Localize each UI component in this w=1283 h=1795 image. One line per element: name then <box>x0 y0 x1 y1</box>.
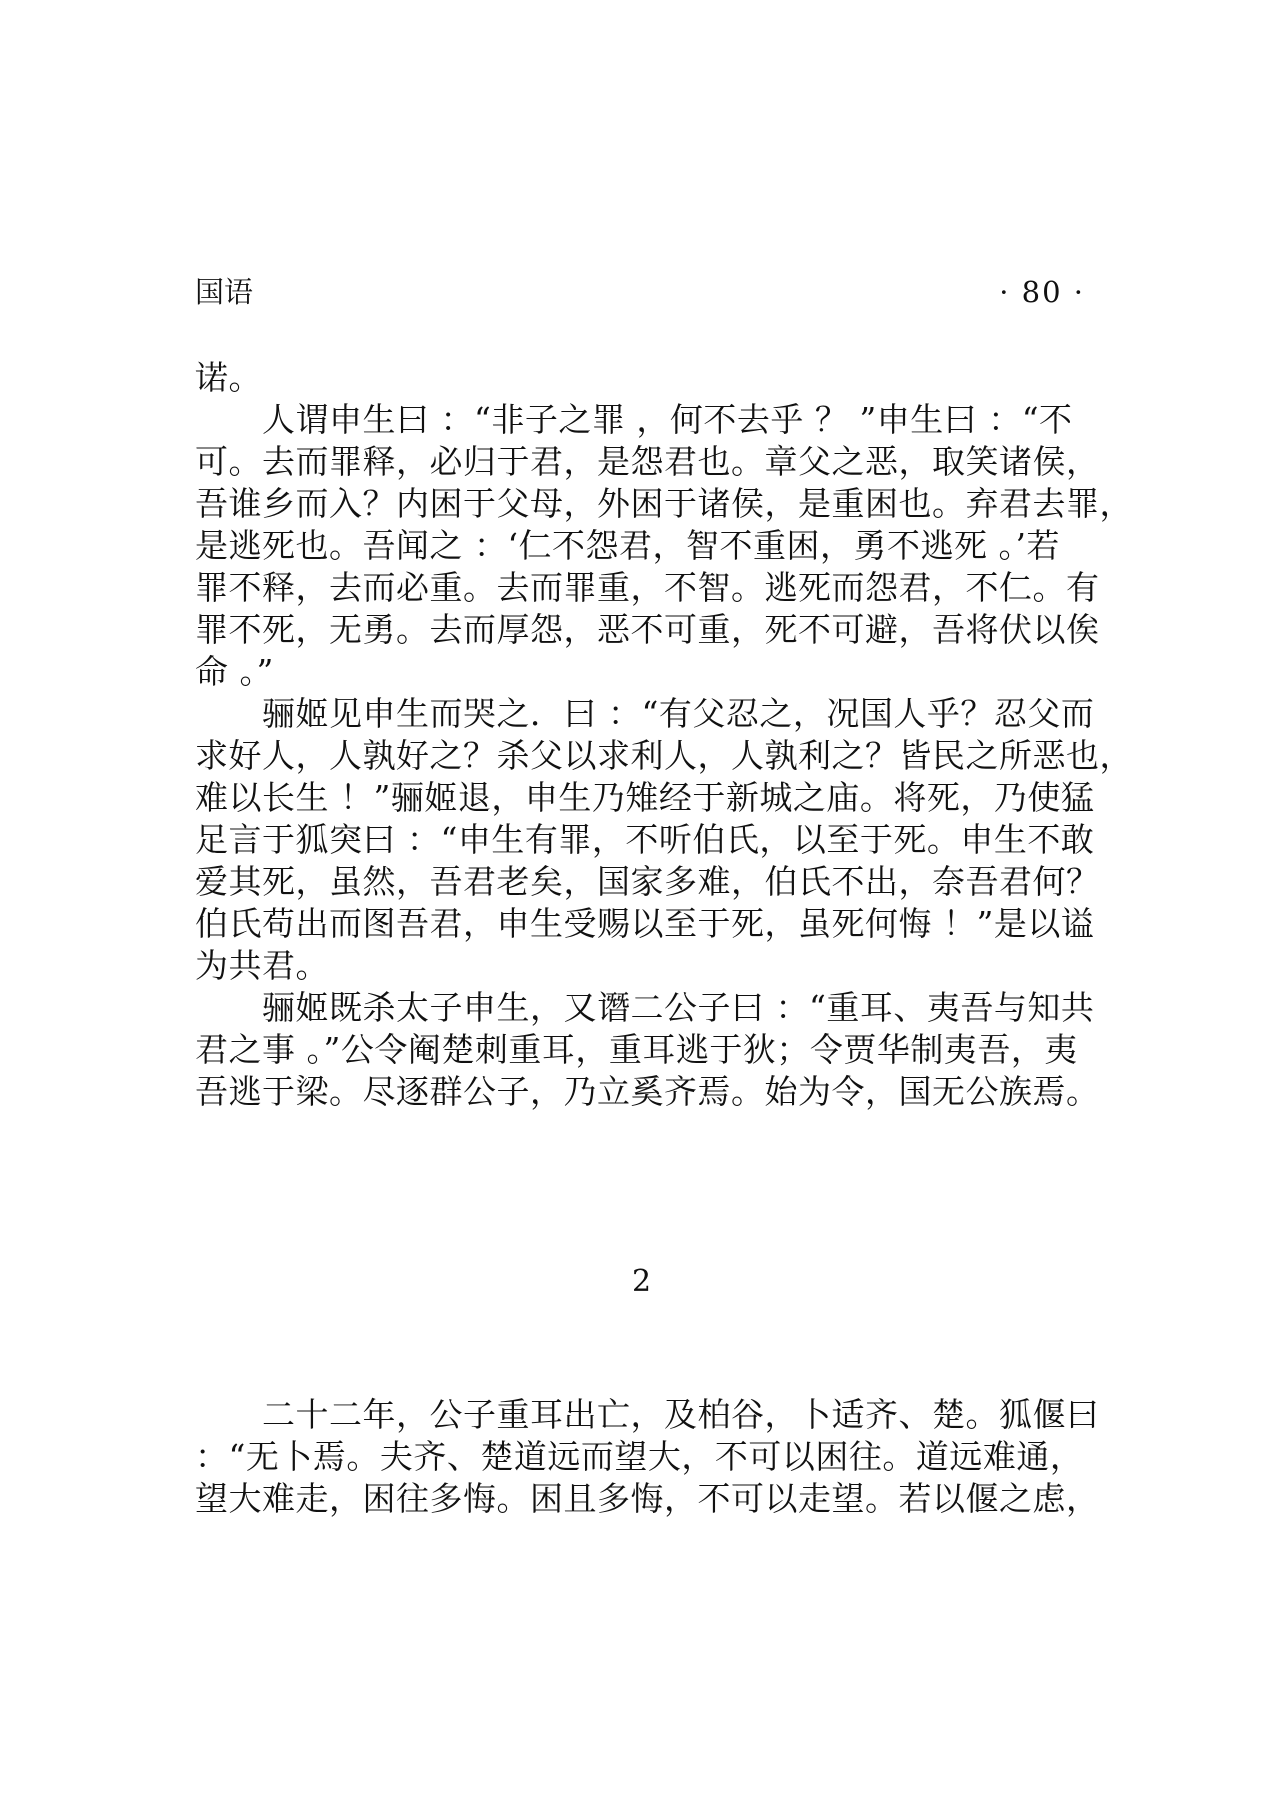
text-line: 诺。 <box>195 358 262 397</box>
text-line: 命 。” <box>195 652 274 691</box>
text-line: 骊姬见申生而哭之．曰 ：“有父忍之，况国人乎？忍父而 <box>195 694 1095 733</box>
text-line: 是逃死也。吾闻之 ：‘仁不怨君，智不重困，勇不逃死 。’若 <box>195 526 1060 565</box>
text-line: 为共君。 <box>195 946 329 985</box>
text-line: 足言于狐突曰 ：“申生有罪，不听伯氏，以至于死。申生不敢 <box>195 820 1095 859</box>
text-line: 难以长生 ！”骊姬退，申生乃雉经于新城之庙。将死，乃使猛 <box>195 778 1095 817</box>
page-header <box>195 270 1085 314</box>
text-line: 君之事 。”公令阉楚刺重耳，重耳逃于狄；令贾华制夷吾，夷 <box>195 1030 1078 1069</box>
text-line: 罪不死，无勇。去而厚怨，恶不可重，死不可避，吾将伏以俟 <box>195 610 1100 649</box>
text-line: 求好人，人孰好之？杀父以求利人，人孰利之？皆民之所恶也， <box>195 736 1133 775</box>
text-line: 吾谁乡而入？内困于父母，外困于诸侯，是重困也。弃君去罪， <box>195 484 1133 523</box>
text-line: 吾逃于梁。尽逐群公子，乃立奚齐焉。始为令，国无公族焉。 <box>195 1072 1100 1111</box>
text-line: 爱其死，虽然，吾君老矣，国家多难，伯氏不出，奈吾君何？ <box>195 862 1100 901</box>
section-number: 2 <box>631 1264 652 1299</box>
text-line: 望大难走，困往多悔。困且多悔，不可以走望。若以偃之虑， <box>195 1479 1100 1518</box>
text-line: 可。去而罪释，必归于君，是怨君也。章父之恶，取笑诸侯， <box>195 442 1100 481</box>
page-number: · 80 · <box>999 275 1085 309</box>
text-line: 人谓申生曰 ：“非子之罪 ，何不去乎 ？ ”申生曰 ：“不 <box>195 400 1073 439</box>
text-line: 二十二年，公子重耳出亡，及柏谷，卜适齐、楚。狐偃曰 <box>195 1395 1100 1434</box>
book-title: 国语 <box>195 275 254 309</box>
text-line: ：“无卜焉。夫齐、楚道远而望大，不可以困往。道远难通， <box>195 1437 1084 1476</box>
text-line: 骊姬既杀太子申生，又谮二公子曰 ：“重耳、夷吾与知共 <box>195 988 1095 1027</box>
text-line: 伯氏苟出而图吾君，申生受赐以至于死，虽死何悔 ！”是以谥 <box>195 904 1095 943</box>
text-line: 罪不释，去而必重。去而罪重，不智。逃死而怨君，不仁。有 <box>195 568 1100 607</box>
